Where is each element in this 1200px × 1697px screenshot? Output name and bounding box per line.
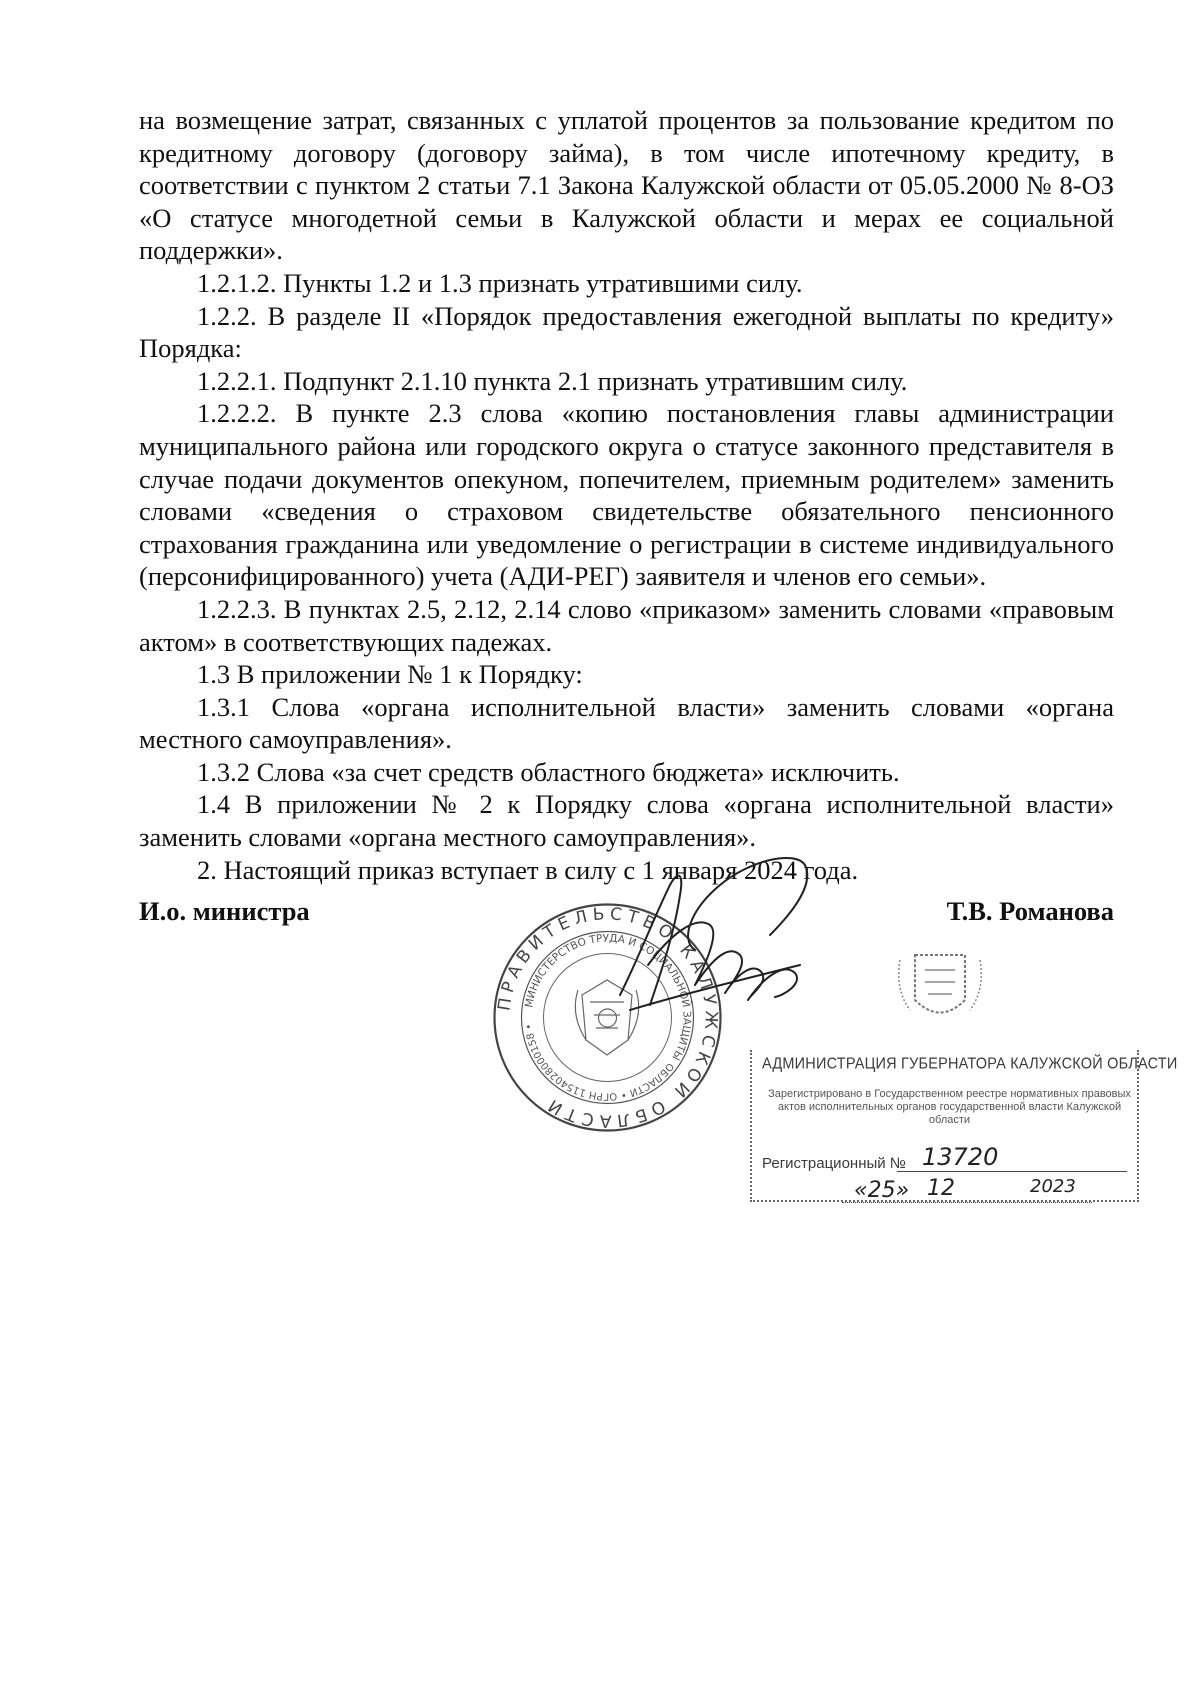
document-body	[139, 104, 1114, 886]
registration-number-line	[897, 1171, 1127, 1172]
registration-date-row	[762, 1176, 1132, 1208]
signer-name: Т.В. Романова	[946, 896, 1114, 926]
paragraph-1-4: 1.4 В приложении № 2 к Порядку слова «органа исполнительной власти» заменить словами «органа местного самоуправления».	[139, 789, 1114, 853]
paragraph-continuation: на возмещение затрат, связанных с уплатой процентов за пользование кредитом по кредитному договору (договору займа), в том числе ипотечному кредиту, в соответствии с пунктом 2 статьи 7.1 Закона Калужской области от 05.05.2000 № 8-ОЗ «О статусе многодетной семьи в Калужской области и мерах ее социальной поддержки».	[139, 105, 1114, 266]
registration-date-month: 12	[927, 1176, 955, 1201]
registration-stamp	[740, 920, 1178, 1215]
paragraph-1-3-1: 1.3.1 Слова «органа исполнительной власти» заменить словами «органа местного самоуправления».	[139, 691, 1114, 755]
seal-outer-text: ПРАВИТЕЛЬСТВО КАЛУЖСКОЙ ОБЛАСТИ	[494, 904, 721, 1131]
paragraph-1-3: 1.3 В приложении № 1 к Порядку:	[197, 659, 583, 690]
coat-of-arms-icon	[890, 940, 990, 1030]
registration-stamp-text: Зарегистрировано в Государственном реестре нормативных правовых актов исполнительных органов государственной власти Калужской области	[768, 1088, 1131, 1126]
paragraph-1-2-1-2: 1.2.1.2. Пункты 1.2 и 1.3 признать утратившими силу.	[197, 267, 803, 298]
registration-number-row	[762, 1143, 1132, 1175]
registration-number-value: 13720	[922, 1143, 999, 1171]
registration-stamp-title: АДМИНИСТРАЦИЯ ГУБЕРНАТОРА КАЛУЖСКОЙ ОБЛАСТИ	[762, 1055, 1178, 1073]
paragraph-1-2-2-3: 1.2.2.3. В пунктах 2.5, 2.12, 2.14 слово «приказом» заменить словами «правовым актом» в соответствующих падежах.	[139, 593, 1114, 657]
seal-ogrn-text: ОБЛАСТИ • ОГРН 1154028000158 •	[523, 1023, 676, 1102]
signer-title: И.о. министра	[139, 896, 310, 926]
registration-date-day: «25»	[854, 1178, 910, 1203]
registration-date-year: 2023	[1030, 1176, 1076, 1197]
paragraph-1-2-2-1: 1.2.2.1. Подпункт 2.1.10 пункта 2.1 признать утратившим силу.	[197, 365, 908, 396]
seal-inner-text: МИНИСТЕРСТВО ТРУДА И СОЦИАЛЬНОЙ ЗАЩИТЫ	[523, 932, 693, 1063]
paragraph-1-2-2-2: 1.2.2.2. В пункте 2.3 слова «копию постановления главы администрации муниципального района или городского округа о статусе законного представителя в случае подачи документов опекуном, попечителем, приемным родителем» заменить словами «сведения о страховом свидетельстве обязательного пенсионного страхования гражданина или уведомление о регистрации в системе индивидуального (персонифицированного) учета (АДИ-РЕГ) заявителя и членов его семьи».	[139, 398, 1114, 592]
paragraph-1-2-2: 1.2.2. В разделе II «Порядок предоставления ежегодной выплаты по кредиту» Порядка:	[139, 300, 1114, 364]
registration-number-label: Регистрационный №	[762, 1155, 906, 1172]
paragraph-2: 2. Настоящий приказ вступает в силу с 1 января 2024 года.	[197, 854, 859, 885]
paragraph-1-3-2: 1.3.2 Слова «за счет средств областного бюджета» исключить.	[197, 756, 900, 787]
